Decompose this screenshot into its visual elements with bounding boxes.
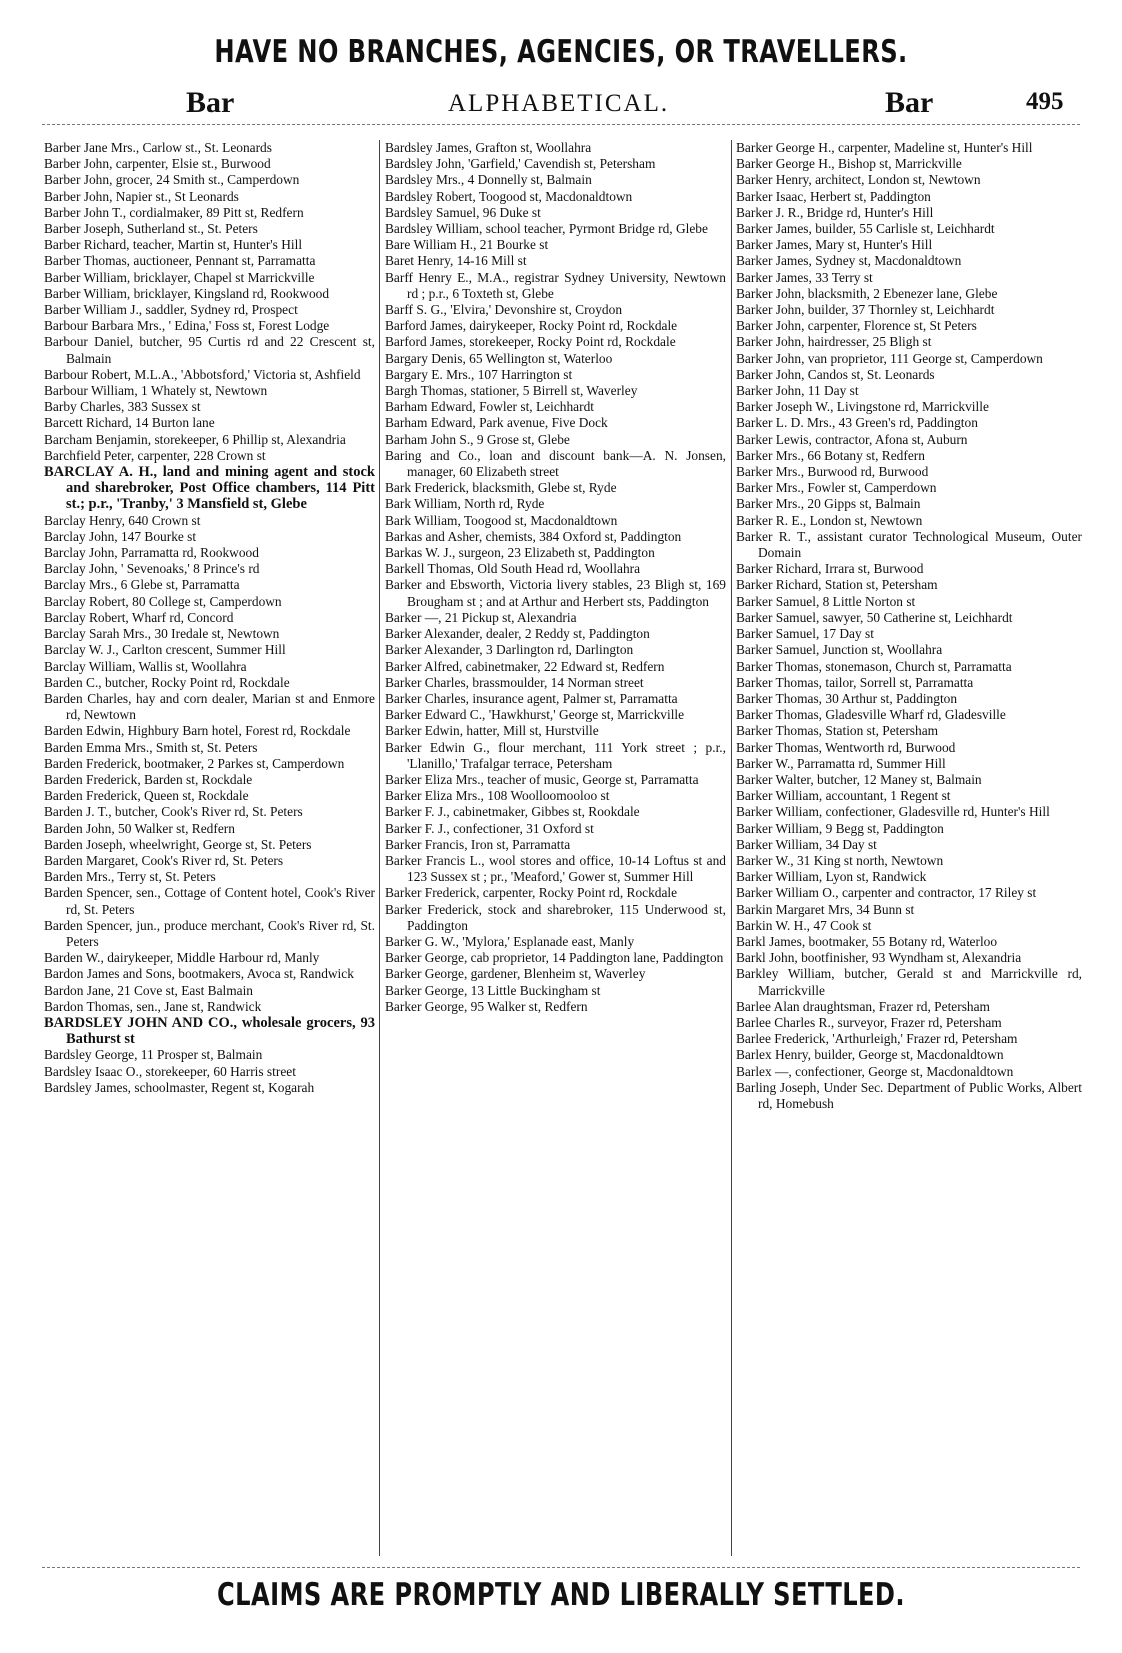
bottom-rule (42, 1567, 1080, 1568)
directory-entry: Barbour William, 1 Whately st, Newtown (44, 383, 268, 399)
directory-entry: Bardon Jane, 21 Cove st, East Balmain (44, 982, 254, 998)
directory-entry: Barber John, carpenter, Elsie st., Burwood (44, 156, 271, 172)
directory-entry: Barkl John, bootfinisher, 93 Wyndham st, Alexandria (736, 950, 1022, 966)
directory-entry: Barclay John, Parramatta rd, Rookwood (44, 545, 259, 561)
directory-entry: Barden C., butcher, Rocky Point rd, Rockdale (44, 674, 290, 690)
directory-entry: Barker Edwin G., flour merchant, 111 York street ; p.r., 'Llanillo,' Trafalgar terrace, Petersham (385, 739, 726, 771)
directory-entry: Barcett Richard, 14 Burton lane (44, 415, 215, 431)
directory-entry: Barker Samuel, 17 Day st (736, 626, 874, 642)
directory-entry: Barker Edward C., 'Hawkhurst,' George st, Marrickville (385, 707, 685, 723)
directory-entry: Barker George, 95 Walker st, Redfern (385, 998, 588, 1014)
directory-entry: Barker Eliza Mrs., teacher of music, George st, Parramatta (385, 771, 699, 787)
directory-entry: Barclay Sarah Mrs., 30 Iredale st, Newtown (44, 626, 280, 642)
directory-entry: Barchfield Peter, carpenter, 228 Crown st (44, 447, 266, 463)
directory-entry: Barbour Daniel, butcher, 95 Curtis rd and 22 Crescent st, Balmain (44, 334, 375, 366)
directory-entry: Barker Samuel, sawyer, 50 Catherine st, Leichhardt (736, 609, 1013, 625)
directory-entry: Barlee Charles R., surveyor, Frazer rd, Petersham (736, 1014, 1002, 1030)
directory-entry: Bark Frederick, blacksmith, Glebe st, Ryde (385, 480, 617, 496)
directory-entry: Barker Alexander, dealer, 2 Reddy st, Paddington (385, 626, 650, 642)
directory-entry: Barker James, builder, 55 Carlisle st, Leichhardt (736, 221, 995, 237)
directory-entry: Bardsley William, school teacher, Pyrmont Bridge rd, Glebe (385, 221, 708, 237)
directory-entry: Barker Henry, architect, London st, Newtown (736, 172, 981, 188)
directory-entry: Barham Edward, Fowler st, Leichhardt (385, 399, 594, 415)
directory-entry: Barber John T., cordialmaker, 89 Pitt st, Redfern (44, 204, 304, 220)
directory-entry: Barker Mrs., Burwood rd, Burwood (736, 464, 929, 480)
directory-entry: Barden Margaret, Cook's River rd, St. Peters (44, 852, 284, 868)
column-divider (731, 140, 732, 1556)
directory-entry: Barham Edward, Park avenue, Five Dock (385, 415, 608, 431)
directory-entry: Barker John, builder, 37 Thornley st, Leichhardt (736, 302, 995, 318)
directory-entry: Barber John, grocer, 24 Smith st., Camperdown (44, 172, 300, 188)
directory-entry: Barker George, cab proprietor, 14 Paddington lane, Paddington (385, 950, 724, 966)
directory-entry: Barden Frederick, Barden st, Rockdale (44, 771, 253, 787)
directory-entry: Barker W., Parramatta rd, Summer Hill (736, 755, 946, 771)
directory-entry: Barclay Robert, 80 College st, Camperdown (44, 593, 282, 609)
directory-column-2 (385, 140, 726, 1015)
directory-entry: Barker William, confectioner, Gladesville rd, Hunter's Hill (736, 804, 1050, 820)
directory-entry: Barber John, Napier st., St Leonards (44, 188, 239, 204)
directory-entry: Barker Richard, Station st, Petersham (736, 577, 938, 593)
directory-entry: Barber Jane Mrs., Carlow st., St. Leonards (44, 140, 272, 155)
directory-entry: Barker Thomas, 30 Arthur st, Paddington (736, 690, 958, 706)
directory-entry: Barker Thomas, tailor, Sorrell st, Parramatta (736, 674, 974, 690)
directory-entry: Barkas and Asher, chemists, 384 Oxford st, Paddington (385, 528, 682, 544)
directory-entry: Barber Richard, teacher, Martin st, Hunter's Hill (44, 237, 303, 253)
directory-entry: Barber William J., saddler, Sydney rd, Prospect (44, 302, 298, 318)
directory-entry: Barker James, 33 Terry st (736, 269, 873, 285)
directory-entry: Barden Emma Mrs., Smith st, St. Peters (44, 739, 258, 755)
directory-entry: Barkin Margaret Mrs, 34 Bunn st (736, 901, 915, 917)
directory-entry: Bardsley John, 'Garfield,' Cavendish st, Petersham (385, 156, 656, 172)
directory-entry: BARCLAY A. H., land and mining agent and stock and sharebroker, Post Office chambers, 114 Pitt st.; p.r., 'Tranby,' 3 Mansfield st, Glebe (44, 464, 375, 513)
directory-entry: Barker Richard, Irrara st, Burwood (736, 561, 924, 577)
directory-entry: Bardsley James, schoolmaster, Regent st, Kogarah (44, 1079, 315, 1095)
directory-column-1 (44, 140, 375, 1096)
directory-entry: Barker John, hairdresser, 25 Bligh st (736, 334, 932, 350)
directory-entry: Barlex Henry, builder, George st, Macdonaldtown (736, 1047, 1004, 1063)
directory-entry: Barff Henry E., M.A., registrar Sydney University, Newtown rd ; p.r., 6 Toxteth st, Glebe (385, 269, 726, 301)
top-rule (42, 124, 1080, 125)
section-title: ALPHABETICAL. (448, 90, 670, 117)
directory-entry: Barker Mrs., 20 Gipps st, Balmain (736, 496, 921, 512)
directory-entry: Barham John S., 9 Grose st, Glebe (385, 431, 570, 447)
directory-entry: Barlee Frederick, 'Arthurleigh,' Frazer rd, Petersham (736, 1031, 1018, 1047)
directory-entry: Barker Charles, insurance agent, Palmer st, Parramatta (385, 690, 678, 706)
directory-entry: Barker John, van proprietor, 111 George st, Camperdown (736, 350, 1043, 366)
directory-entry: Barclay John, 147 Bourke st (44, 528, 197, 544)
directory-entry: Barden J. T., butcher, Cook's River rd, St. Peters (44, 804, 303, 820)
directory-entry: Barker James, Sydney st, Macdonaldtown (736, 253, 962, 269)
directory-entry: Barcham Benjamin, storekeeper, 6 Phillip st, Alexandria (44, 431, 346, 447)
directory-entry: Barden Mrs., Terry st, St. Peters (44, 869, 216, 885)
column-divider (379, 140, 380, 1556)
directory-entry: Barker Alfred, cabinetmaker, 22 Edward st, Redfern (385, 658, 665, 674)
directory-entry: Barker F. J., confectioner, 31 Oxford st (385, 820, 594, 836)
guide-word-right: Bar (885, 86, 934, 119)
directory-entry: Barber William, bricklayer, Chapel st Marrickville (44, 269, 315, 285)
directory-entry: Barden Spencer, sen., Cottage of Content hotel, Cook's River rd, St. Peters (44, 885, 375, 917)
directory-entry: Barlee Alan draughtsman, Frazer rd, Petersham (736, 998, 990, 1014)
directory-entry: Barker Alexander, 3 Darlington rd, Darlington (385, 642, 634, 658)
directory-entry: Barker J. R., Bridge rd, Hunter's Hill (736, 204, 934, 220)
directory-entry: Barlex —, confectioner, George st, Macdonaldtown (736, 1063, 1014, 1079)
directory-entry: Barker W., 31 King st north, Newtown (736, 852, 944, 868)
directory-entry: Bardon James and Sons, bootmakers, Avoca st, Randwick (44, 966, 354, 982)
directory-entry: Barker Frederick, stock and sharebroker, 115 Underwood st, Paddington (385, 901, 726, 933)
directory-entry: Bardsley Robert, Toogood st, Macdonaldtown (385, 188, 633, 204)
directory-entry: Barden Frederick, Queen st, Rockdale (44, 788, 249, 804)
directory-entry: Baret Henry, 14-16 Mill st (385, 253, 527, 269)
directory-entry: Barden John, 50 Walker st, Redfern (44, 820, 235, 836)
directory-entry: Barden Spencer, jun., produce merchant, Cook's River rd, St. Peters (44, 917, 375, 949)
directory-entry: Barker Lewis, contractor, Afona st, Auburn (736, 431, 968, 447)
directory-entry: Bargary E. Mrs., 107 Harrington st (385, 366, 573, 382)
directory-entry: Barker William, Lyon st, Randwick (736, 869, 927, 885)
directory-entry: Barker R. T., assistant curator Technological Museum, Outer Domain (736, 528, 1082, 561)
directory-entry: Barclay William, Wallis st, Woollahra (44, 658, 247, 674)
directory-entry: Barker William O., carpenter and contractor, 17 Riley st (736, 885, 1037, 901)
directory-entry: Barker Joseph W., Livingstone rd, Marrickville (736, 399, 989, 415)
page-number: 495 (1026, 88, 1064, 115)
directory-entry: Bardsley Samuel, 96 Duke st (385, 204, 541, 220)
directory-entry: Barden Joseph, wheelwright, George st, St. Peters (44, 836, 312, 852)
directory-entry: Barker Isaac, Herbert st, Paddington (736, 188, 931, 204)
directory-entry: Barford James, storekeeper, Rocky Point rd, Rockdale (385, 334, 676, 350)
directory-entry: Barker John, Candos st, St. Leonards (736, 366, 935, 382)
directory-entry: Barker Thomas, stonemason, Church st, Parramatta (736, 658, 1012, 674)
directory-entry: Barker —, 21 Pickup st, Alexandria (385, 609, 577, 625)
directory-entry: Barker Francis L., wool stores and office, 10-14 Loftus st and 123 Sussex st ; pr., 'Meaford,' Gower st, Summer Hill (385, 852, 726, 885)
directory-entry: Barling Joseph, Under Sec. Department of Public Works, Albert rd, Homebush (736, 1079, 1082, 1111)
directory-entry: Barker Thomas, Wentworth rd, Burwood (736, 739, 956, 755)
directory-entry: Barclay Robert, Wharf rd, Concord (44, 609, 234, 625)
directory-entry: Barff S. G., 'Elvira,' Devonshire st, Croydon (385, 302, 623, 318)
directory-entry: Bardsley Isaac O., storekeeper, 60 Harris street (44, 1063, 296, 1079)
directory-entry: Barden Frederick, bootmaker, 2 Parkes st, Camperdown (44, 755, 345, 771)
directory-entry: Barby Charles, 383 Sussex st (44, 399, 201, 415)
directory-entry: Bargary Denis, 65 Wellington st, Waterloo (385, 350, 613, 366)
directory-entry: Barker Francis, Iron st, Parramatta (385, 836, 571, 852)
directory-entry: Barden Charles, hay and corn dealer, Marian st and Enmore rd, Newtown (44, 690, 375, 723)
directory-entry: Barber Joseph, Sutherland st., St. Peters (44, 221, 258, 237)
directory-entry: Barker Mrs., Fowler st, Camperdown (736, 480, 937, 496)
directory-entry: Barkley William, butcher, Gerald st and Marrickville rd, Marrickville (736, 966, 1082, 998)
directory-entry: Barker Thomas, Station st, Petersham (736, 723, 939, 739)
directory-entry: Barker L. D. Mrs., 43 Green's rd, Paddington (736, 415, 978, 431)
directory-entry: Barker Thomas, Gladesville Wharf rd, Gladesville (736, 707, 1006, 723)
directory-entry: BARDSLEY JOHN AND CO., wholesale grocers, 93 Bathurst st (44, 1014, 375, 1048)
directory-entry: Bark William, North rd, Ryde (385, 496, 545, 512)
directory-entry: Barker and Ebsworth, Victoria livery stables, 23 Bligh st, 169 Brougham st ; and at Arthur and Herbert sts, Paddington (385, 577, 726, 609)
directory-entry: Barker George H., carpenter, Madeline st, Hunter's Hill (736, 140, 1033, 155)
directory-entry: Barclay John, ' Sevenoaks,' 8 Prince's rd (44, 561, 260, 577)
directory-entry: Bargh Thomas, stationer, 5 Birrell st, Waverley (385, 383, 638, 399)
directory-entry: Bare William H., 21 Bourke st (385, 237, 549, 253)
guide-word-left: Bar (186, 86, 235, 119)
top-advert-banner: HAVE NO BRANCHES, AGENCIES, OR TRAVELLERS. (214, 34, 908, 70)
directory-entry: Barkas W. J., surgeon, 23 Elizabeth st, Paddington (385, 545, 655, 561)
directory-entry: Barker G. W., 'Mylora,' Esplanade east, Manly (385, 933, 635, 949)
directory-entry: Barker F. J., cabinetmaker, Gibbes st, Rookdale (385, 804, 640, 820)
directory-entry: Barker Samuel, 8 Little Norton st (736, 593, 916, 609)
directory-entry: Bark William, Toogood st, Macdonaldtown (385, 512, 618, 528)
directory-entry: Barker William, 34 Day st (736, 836, 877, 852)
directory-entry: Barclay W. J., Carlton crescent, Summer Hill (44, 642, 286, 658)
directory-entry: Barker Frederick, carpenter, Rocky Point rd, Rockdale (385, 885, 678, 901)
directory-entry: Barber William, bricklayer, Kingsland rd, Rookwood (44, 285, 330, 301)
directory-entry: Barbour Robert, M.L.A., 'Abbotsford,' Victoria st, Ashfield (44, 366, 361, 382)
directory-entry: Barker Samuel, Junction st, Woollahra (736, 642, 943, 658)
directory-entry: Barford James, dairykeeper, Rocky Point rd, Rockdale (385, 318, 678, 334)
directory-entry: Barkl James, bootmaker, 55 Botany rd, Waterloo (736, 933, 998, 949)
bottom-advert-banner: CLAIMS ARE PROMPTLY AND LIBERALLY SETTLED. (217, 1577, 905, 1613)
directory-entry: Barker Charles, brassmoulder, 14 Norman street (385, 674, 644, 690)
directory-entry: Barkin W. H., 47 Cook st (736, 917, 872, 933)
directory-entry: Barden Edwin, Highbury Barn hotel, Forest rd, Rockdale (44, 723, 351, 739)
directory-entry: Barker James, Mary st, Hunter's Hill (736, 237, 933, 253)
directory-entry: Barker John, blacksmith, 2 Ebenezer lane, Glebe (736, 285, 998, 301)
directory-entry: Barbour Barbara Mrs., ' Edina,' Foss st, Forest Lodge (44, 318, 330, 334)
directory-entry: Bardon Thomas, sen., Jane st, Randwick (44, 998, 262, 1014)
directory-column-3 (736, 140, 1082, 1112)
directory-entry: Barkell Thomas, Old South Head rd, Woollahra (385, 561, 641, 577)
directory-entry: Bardsley George, 11 Prosper st, Balmain (44, 1047, 263, 1063)
directory-entry: Barker William, 9 Begg st, Paddington (736, 820, 944, 836)
running-head (0, 86, 1122, 126)
directory-entry: Bardsley Mrs., 4 Donnelly st, Balmain (385, 172, 592, 188)
directory-entry: Barber Thomas, auctioneer, Pennant st, Parramatta (44, 253, 316, 269)
directory-entry: Barker Walter, butcher, 12 Maney st, Balmain (736, 771, 982, 787)
directory-entry: Barker John, carpenter, Florence st, St Peters (736, 318, 977, 334)
directory-entry: Barden W., dairykeeper, Middle Harbour rd, Manly (44, 950, 320, 966)
directory-entry: Barker Edwin, hatter, Mill st, Hurstville (385, 723, 599, 739)
directory-entry: Barker R. E., London st, Newtown (736, 512, 923, 528)
directory-entry: Barclay Henry, 640 Crown st (44, 512, 201, 528)
directory-entry: Barker William, accountant, 1 Regent st (736, 788, 951, 804)
directory-entry: Barker George, 13 Little Buckingham st (385, 982, 601, 998)
directory-entry: Barker George, gardener, Blenheim st, Waverley (385, 966, 646, 982)
directory-entry: Barclay Mrs., 6 Glebe st, Parramatta (44, 577, 240, 593)
directory-entry: Baring and Co., loan and discount bank—A. N. Jonsen, manager, 60 Elizabeth street (385, 447, 726, 480)
directory-entry: Barker George H., Bishop st, Marrickville (736, 156, 962, 172)
directory-entry: Barker Eliza Mrs., 108 Woolloomooloo st (385, 788, 610, 804)
directory-entry: Bardsley James, Grafton st, Woollahra (385, 140, 592, 155)
directory-entry: Barker John, 11 Day st (736, 383, 859, 399)
directory-entry: Barker Mrs., 66 Botany st, Redfern (736, 447, 925, 463)
